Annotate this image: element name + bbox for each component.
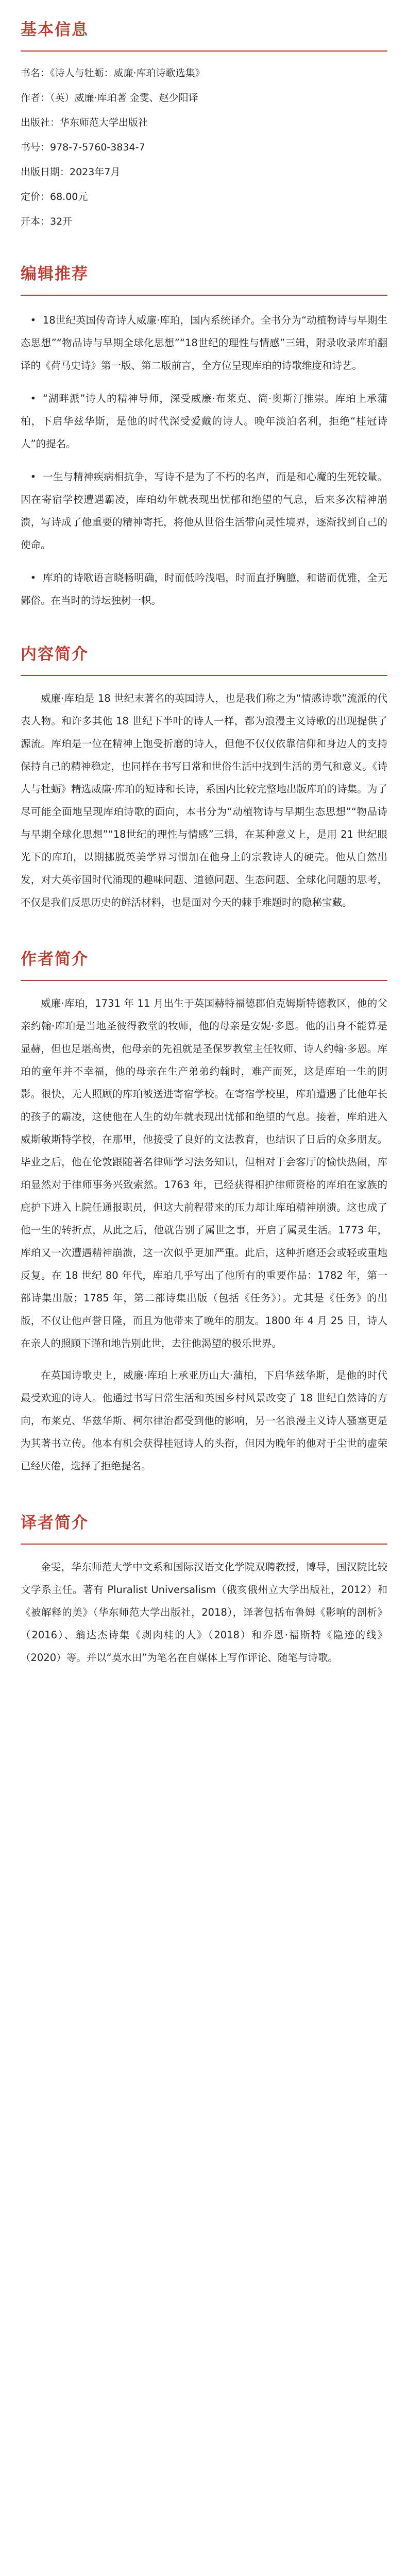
info-publish-date: 出版日期：2023年7月 <box>21 166 121 178</box>
content-intro-section <box>21 643 387 914</box>
recommend-item <box>21 466 387 556</box>
bullet-icon: • <box>21 572 37 584</box>
recommend-text: 库珀的诗歌语言晓畅明确，时而低吟浅唱，时而直抒胸臆，和谐而优雅，全无鄙俗。在当时的诗坛独树一帜。 <box>21 572 387 606</box>
info-isbn: 书号：978-7-5760-3834-7 <box>21 142 145 153</box>
basic-info-section <box>21 19 387 232</box>
author-intro-title: 作者简介 <box>21 950 89 969</box>
info-publisher: 出版社：华东师范大学出版社 <box>21 117 148 128</box>
recommend-text: “湖畔派”诗人的精神导师，深受威廉·布莱克、简·奥斯汀推崇。库珀上承蒲柏，下启华兹华斯，是他的时代深受爱戴的诗人。晚年淡泊名利，拒绝“桂冠诗人”的提名。 <box>21 393 387 450</box>
translator-intro-title: 译者简介 <box>21 1514 89 1532</box>
editor-recommend-section <box>21 263 387 612</box>
bullet-icon: • <box>21 471 37 483</box>
bullet-icon: • <box>21 314 37 326</box>
basic-info-title: 基本信息 <box>21 21 89 39</box>
translator-intro-section <box>21 1512 387 1669</box>
recommend-text: 18世纪英国传奇诗人威廉·库珀，国内系统译介。全书分为“动植物诗与早期生态思想”“物品诗与早期全球化思想”“18世纪的理性与情感”三辑，附录收录库珀翻译的《荷马史诗》第一版、第二版前言，全方位呈现库珀的诗歌维度和诗艺。 <box>21 314 387 371</box>
author-paragraph: 威廉·库珀，1731 年 11 月出生于英国赫特福德郡伯克姆斯特德教区，他的父亲约翰·库珀是当地圣彼得教堂的牧师，他的母亲是安妮·多恩。他的出身不能算是显赫，但也足堪高贵，他母亲的先祖就是圣保罗教堂主任牧师、诗人约翰·多恩。库珀的童年并不幸福，他的母亲在生产弟弟约翰时，难产而死，这是库珀一生的阴影。很快，无人照顾的库珀被送进寄宿学校。在寄宿学校里，库珀遭遇了比他年长的孩子的霸凌，这使他在人生的幼年就表现出忧郁和绝望的气息。接着，库珀进入威斯敏斯特学校，在那里，他接受了良好的文法教育，也结识了日后的众多朋友。毕业之后，他在伦敦跟随著名律师学习法务知识，但相对于会客厅的愉快热闹，库珀显然对于律师事务兴致索然。1763 年，已经获得相护律师资格的库珀在家族的庇护下进入上院任通报职员，但这大前程带来的压力却让库珀精神崩溃。这也成了他一生的转折点，从此之后，他就告别了属世之事，开启了属灵生活。1773 年，库珀又一次遭遇精神崩溃，这一次似乎更加严重。此后，这种折磨还会或轻或重地反复。在 18 世纪 80 年代，库珀几乎写出了他所有的重要作品：1782 年，第一部诗集出版；1785 年，第二部诗集出版（包括《任务》）。尤其是《任务》的出版，不仅让他声誉日隆，而且为他带来了晚年的朋友。1800 年 4 月 25 日，诗人在亲人的照顾下谨和地告别此世，去往他渴望的极乐世界。 <box>21 997 387 1349</box>
recommend-item <box>21 387 387 455</box>
recommend-item <box>21 567 387 612</box>
author-paragraph: 在英国诗歌史上，威廉·库珀上承亚历山大·蒲柏，下启华兹华斯，是他的时代最受欢迎的诗人。他通过书写日常生活和英国乡村风景改变了 18 世纪自然诗的方向，布莱克、华兹华斯、柯尔律治都受到他的影响，另一名浪漫主义诗人骚塞更是为其著书立传。他本有机会获得桂冠诗人的头衔，但因为晚年的他对于尘世的虚荣已经厌倦，选择了拒绝提名。 <box>21 1369 387 1472</box>
author-intro-section <box>21 948 387 1478</box>
info-author: 作者：（英）威廉·库珀著 金雯、赵少阳译 <box>21 92 198 104</box>
info-price: 定价：68.00元 <box>21 191 88 202</box>
info-book-title: 书名：《诗人与牡蛎：威廉·库珀诗歌选集》 <box>21 67 205 79</box>
info-format: 开本：32开 <box>21 216 73 227</box>
editor-recommend-title: 编辑推荐 <box>21 265 89 283</box>
bullet-icon: • <box>21 393 37 404</box>
translator-paragraph: 金雯，华东师范大学中文系和国际汉语文化学院双聘教授，博导，国汉院比较文学系主任。著有 Pluralist Universalism（俄亥俄州立大学出版社，2012）和《被解释的美》（华东师范大学出版社，2018），译著包括布鲁姆《影响的剖析》（2016）、翁达杰诗集《剥肉桂的人》（2018）和乔恩·福斯特《隐迹的线》（2020）等。并以“莫水田”为笔名在自媒体上写作评论、随笔与诗歌。 <box>21 1561 387 1664</box>
content-intro-title: 内容简介 <box>21 645 89 664</box>
recommend-item <box>21 309 387 377</box>
content-paragraph: 威廉·库珀是 18 世纪末著名的英国诗人，也是我们称之为“情感诗歌”流派的代表人物。和许多其他 18 世纪下半叶的诗人一样，都为浪漫主义诗歌的出现提供了源流。库珀是一位在精神上饱受折磨的诗人，但他不仅仅依靠信仰和身边人的支持保持自己的精神稳定，也同样在书写日常和世俗生活中找到生活的勇气和意义。《诗人与牡蛎》精选威廉·库珀的短诗和长诗，系国内比较完整地出版库珀的诗集。为了尽可能全面地呈现库珀诗歌的面向，本书分为“动植物诗与早期生态思想”“物品诗与早期全球化思想”“18世纪的理性与情感”三辑，在某种意义上，是用 21 世纪眼光下的库珀，以期挪脱英美学界习惯加在他身上的宗教诗人的硬壳。他从自然出发，对大英帝国时代涌现的趣味问题、道德问题、生态问题、全球化问题的思考，不仅是我们反思历史的鲜活材料，也是面对今天的棘手难题时的隐秘宝藏。 <box>21 692 387 908</box>
recommend-text: 一生与精神疾病相抗争，写诗不是为了不朽的名声，而是和心魔的生死较量。因在寄宿学校遭遇霸凌，库珀幼年就表现出忧郁和绝望的气息，后来多次精神崩溃，写诗成了他重要的精神寄托，将他从世俗生活带向灵性境界，逐渐找到自己的使命。 <box>21 471 387 551</box>
